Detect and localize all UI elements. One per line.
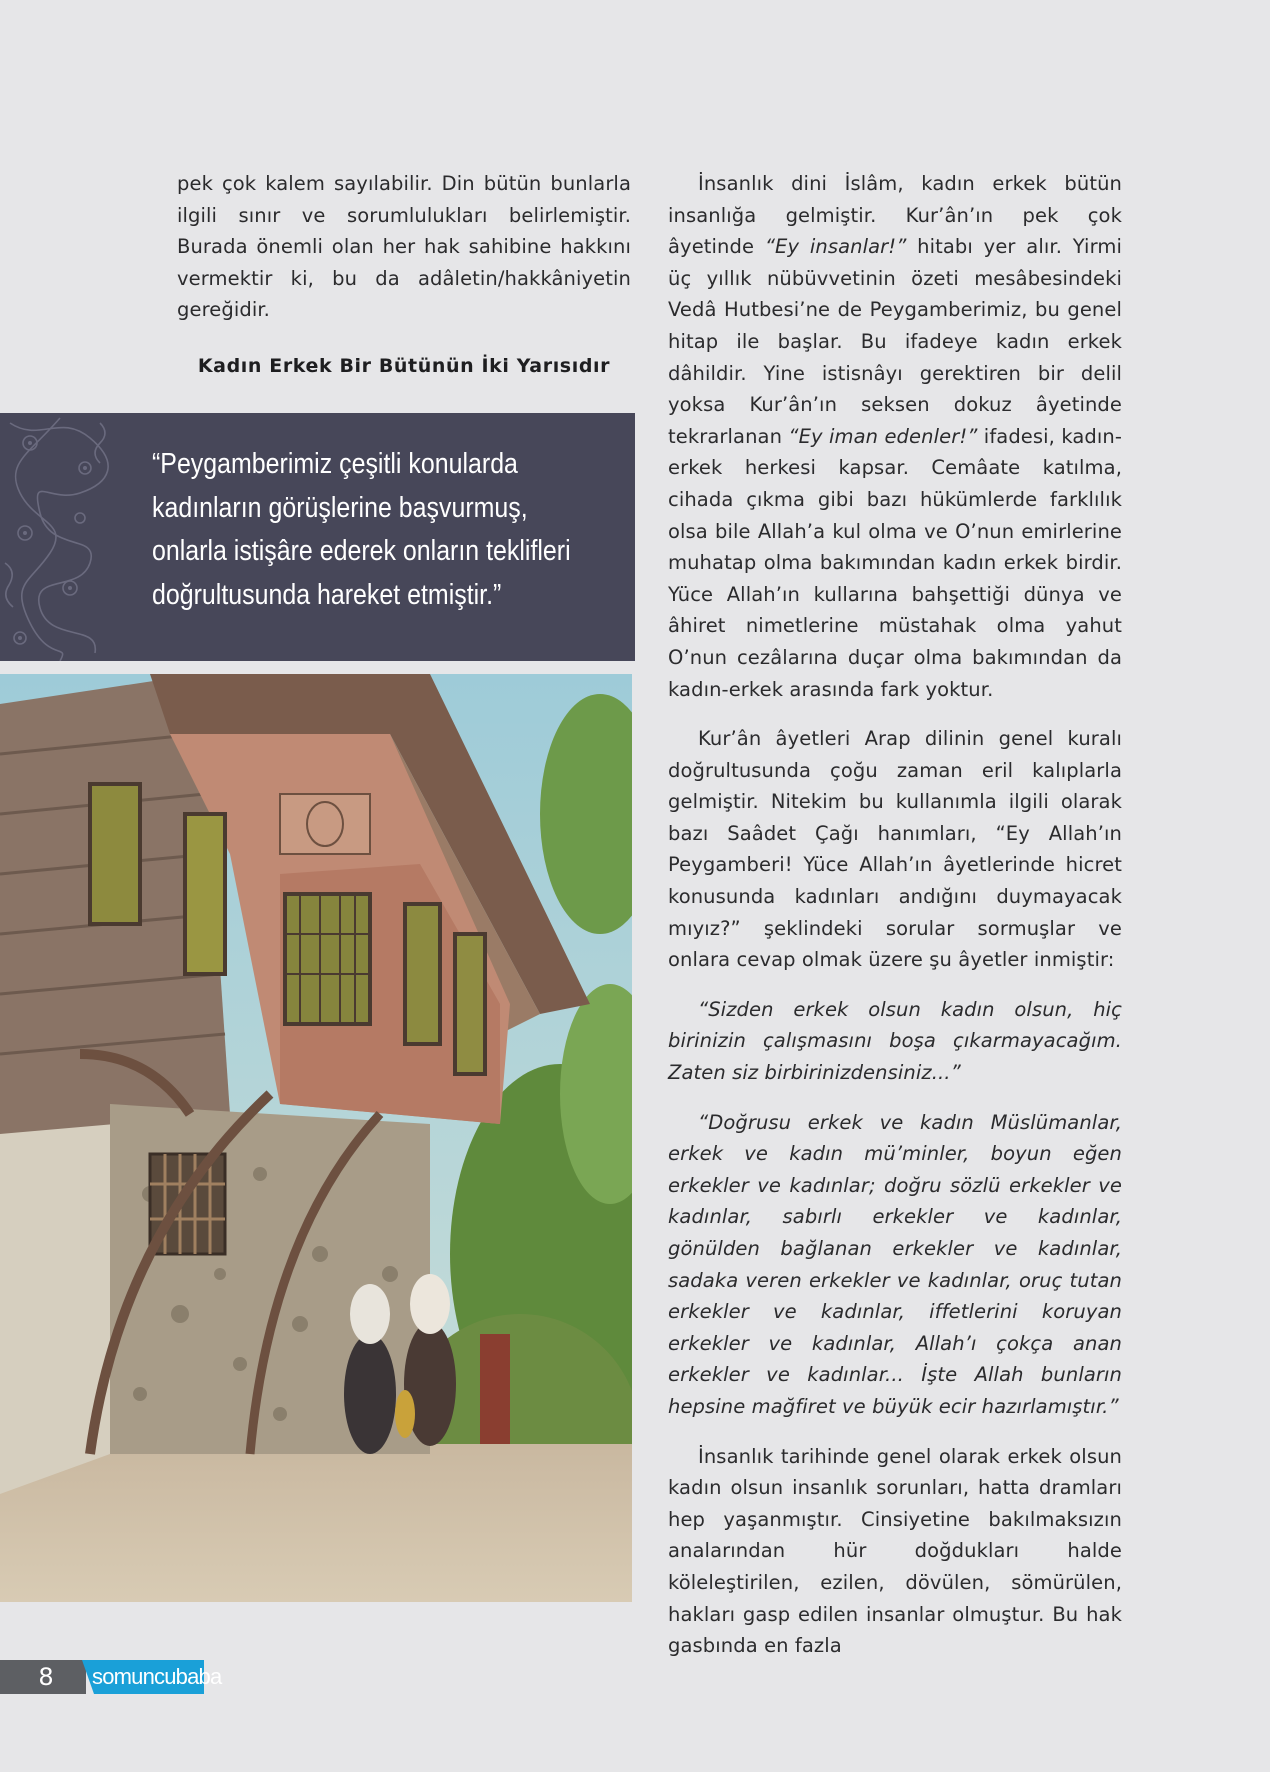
historic-wooden-house-image <box>0 674 632 1602</box>
body-paragraph-1: İnsanlık dini İslâm, kadın erkek bütün insanlığa gelmiştir. Kur’ân’ın pek çok âyetinde “Ey insanlar!” hitabı yer alır. Yirmi üç yıllık nübüvvetinin özeti mesâbesindeki Vedâ Hutbesi’ne de Peygamberimiz, bu genel hitap ile başlar. Bu ifadeye kadın erkek dâhildir. Yine istisnâyı gerektiren bir delil yoksa Kur’ân’ın seksen dokuz âyetinde tekrarlanan “Ey iman edenler!” ifadesi, kadın-erkek herkesi kapsar. Cemâate katılma, cihada çıkma gibi bazı hükümlerde farklılık olsa bile Allah’a kul olma ve O’nun emirlerine muhatap olma bakımından kadın erkek birdir. Yüce Allah’ın kullarına bahşettiği dünya ve âhiret nimetlerine müstahak olma yahut O’nun cezâlarına duçar olma bakımından da kadın-erkek arasında fark yoktur. <box>668 172 1123 701</box>
left-column <box>177 168 631 326</box>
pull-quote-box <box>0 413 635 661</box>
verse-quote-2: “Doğrusu erkek ve kadın Müslümanlar, erkek ve kadın mü’minler, boyun eğen erkekler ve kadınlar; doğru sözlü erkekler ve kadınlar, sabırlı erkekler ve kadınlar, gönülden bağlanan erkekler ve kadınlar, sadaka veren erkekler ve kadınlar, oruç tutan erkekler ve kadınlar, iffetlerini koruyan erkekler ve kadınlar, Allah’ı çokça anan erkekler ve kadınlar... İşte Allah bunların hepsine mağfiret ve büyük ecir hazırlamıştır.” <box>668 1110 1122 1418</box>
left-paragraph: pek çok kalem sayılabilir. Din bütün bunlarla ilgili sınır ve sorumlulukları belirlemiştir. Burada önemli olan her hak sahibine hakkını vermektir ki, bu da adâletin/hakkâniyetin gereğidir. <box>177 172 631 322</box>
section-subheading: Kadın Erkek Bir Bütünün İki Yarısıdır <box>197 355 611 377</box>
brand-logo-text: somuncubaba <box>92 1664 222 1689</box>
ottoman-house-photo <box>0 674 632 1602</box>
ey-insanlar-phrase: “Ey insanlar!” <box>764 235 907 259</box>
pull-quote-text: “Peygamberimiz çeşitli konularda kadınların görüşlerine başvurmuş, onlarla istişâre ederek onların teklifleri doğrultusunda hareket etmiştir.” <box>152 448 571 611</box>
page-number: 8 <box>38 1663 54 1691</box>
floral-ornament-icon <box>0 413 118 661</box>
verse-quote-1: “Sizden erkek olsun kadın olsun, hiç birinizin çalışmasını boşa çıkarmayacağım. Zaten siz birbirinizdensiniz...” <box>668 997 1122 1085</box>
body-paragraph-3: İnsanlık tarihinde genel olarak erkek olsun kadın olsun insanlık sorunları, hatta dramları hep yaşanmıştır. Cinsiyetine bakılmaksızın analarından hür doğdukları halde köleleştirilen, ezilen, dövülen, sömürülen, hakları gasp edilen insanlar olmuştur. Bu hak gasbında en fazla <box>668 1444 1122 1658</box>
body-paragraph-2: Kur’ân âyetleri Arap dilinin genel kuralı doğrultusunda çoğu zaman eril kalıplarla gelmiştir. Nitekim bu kullanımla ilgili olarak bazı Saâdet Çağı hanımları, “Ey Allah’ın Peygamberi! Yüce Allah’ın âyetlerinde hicret konusunda kadınları andığını duymayacak mıyız?” şeklindeki sorular sormuşlar ve onlara cevap olmak üzere şu âyetler inmiştir: <box>668 727 1122 972</box>
ey-iman-edenler-phrase: “Ey iman edenler!” <box>788 424 978 448</box>
right-column <box>668 168 1122 1662</box>
